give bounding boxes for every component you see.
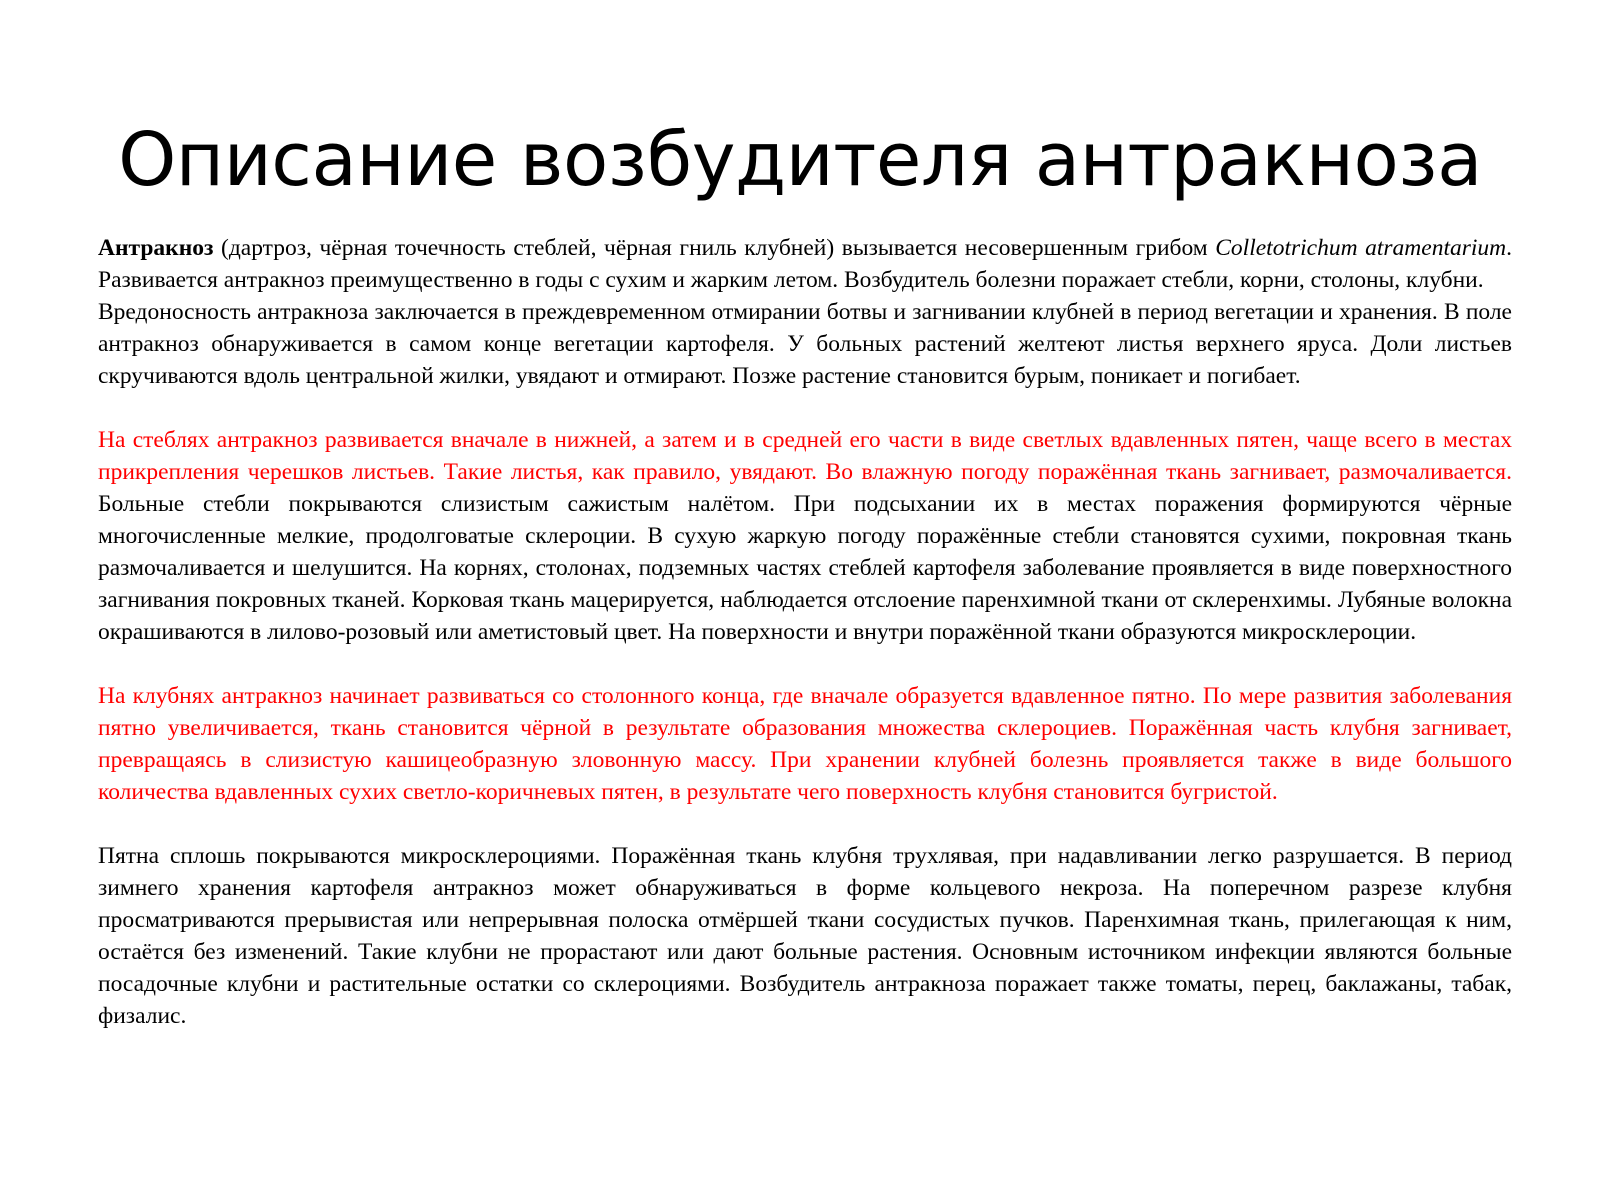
paragraph-harm: Вредоносность антракноза заключается в преждевременном отмирании ботвы и загнивании клубней в период вегетации и хранения. В поле антракноз обнаруживается в самом конце вегетации картофеля. У больных растений желтеют листья верхнего яруса. Доли листьев скручиваются вдоль центральной жилки, увядают и отмирают. Позже растение становится бурым, поникает и погибает.	[98, 299, 1512, 389]
paragraph-gap	[98, 808, 1512, 840]
intro-text-b: . Развивается антракноз преимущественно в годы с сухим и жарким летом. Возбудитель болезни поражает стебли, корни, столоны, клубни.	[98, 235, 1512, 293]
species-name: Colletotrichum atramentarium	[1215, 235, 1507, 261]
slide-body-text	[98, 232, 1512, 1032]
intro-text-a: (дартроз, чёрная точечность стеблей, чёрная гниль клубней) вызывается несовершенным грибом	[213, 235, 1216, 261]
stems-text: Больные стебли покрываются слизистым сажистым налётом. При подсыхании их в местах поражения формируются чёрные многочисленные мелкие, продолговатые склероции. В сухую жаркую погоду поражённые стебли становятся сухими, покровная ткань размочаливается и шелушится. На корнях, столонах, подземных частях стеблей картофеля заболевание проявляется в виде поверхностного загнивания покровных тканей. Корковая ткань мацерируется, наблюдается отслоение паренхимной ткани от склеренхимы. Лубяные волокна окрашиваются в лилово-розовый или аметистовый цвет. На поверхности и внутри поражённой ткани образуются микросклероции.	[98, 491, 1512, 645]
paragraph-gap	[98, 392, 1512, 424]
stems-highlight-text: На стеблях антракноз развивается вначале в нижней, а затем и в средней его части в виде светлых вдавленных пятен, чаще всего в местах прикрепления черешков листьев. Такие листья, как правило, увядают. Во влажную погоду поражённая ткань загнивает, размочаливается.	[98, 427, 1512, 485]
paragraph-tubers: На клубнях антракноз начинает развиваться со столонного конца, где вначале образуется вдавленное пятно. По мере развития заболевания пятно увеличивается, ткань становится чёрной в результате образования множества склероциев. Поражённая часть клубня загнивает, превращаясь в слизистую кашицеобразную зловонную массу. При хранении клубней болезнь проявляется также в виде большого количества вдавленных сухих светло-коричневых пятен, в результате чего поверхность клубня становится бугристой.	[98, 683, 1512, 805]
term-anthracnose: Антракноз	[98, 235, 214, 261]
paragraph-spots: Пятна сплошь покрываются микросклероциями. Поражённая ткань клубня трухлявая, при надавливании легко разрушается. В период зимнего хранения картофеля антракноз может обнаруживаться в форме кольцевого некроза. На поперечном разрезе клубня просматриваются прерывистая или непрерывная полоска отмёршей ткани сосудистых пучков. Паренхимная ткань, прилегающая к ним, остаётся без изменений. Такие клубни не прорастают или дают больные растения. Основным источником инфекции являются больные посадочные клубни и растительные остатки со склероциями. Возбудитель антракноза поражает также томаты, перец, баклажаны, табак, физалис.	[98, 843, 1512, 1029]
paragraph-intro	[98, 232, 1512, 296]
slide-title: Описание возбудителя антракноза	[118, 117, 1482, 203]
paragraph-stems	[98, 424, 1512, 648]
paragraph-gap	[98, 648, 1512, 680]
